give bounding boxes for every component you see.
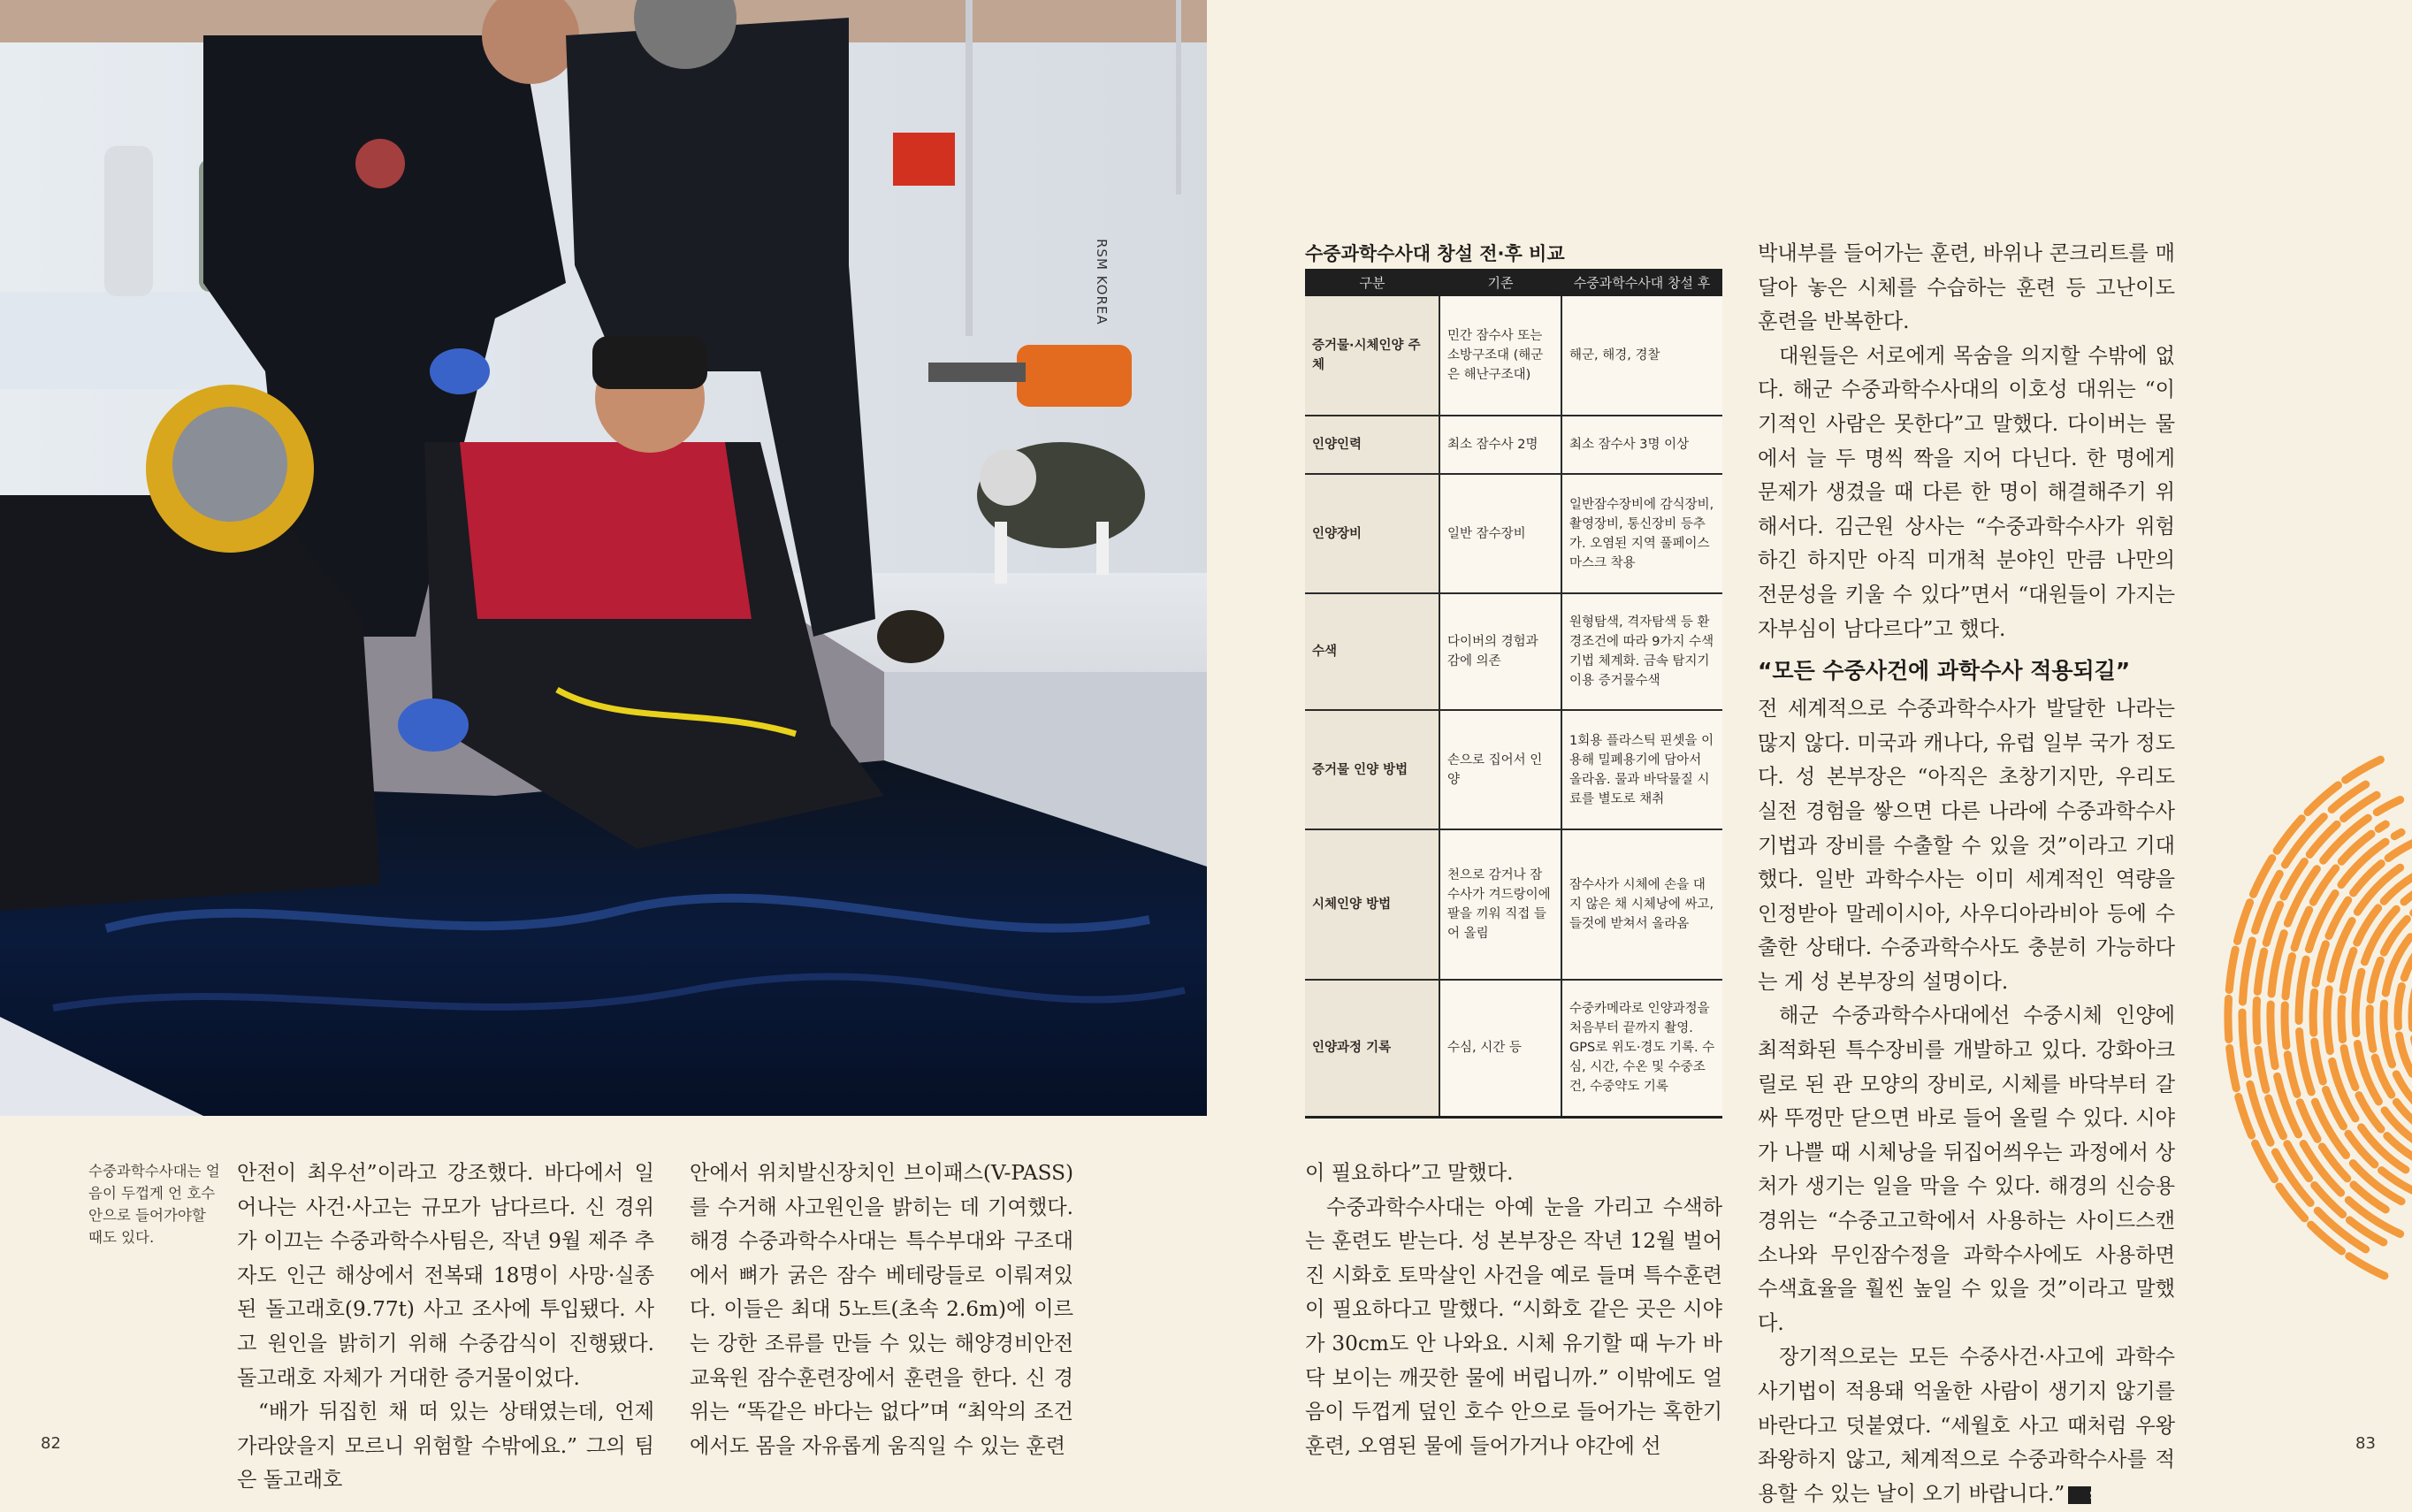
table-cell-before: 일반 잠수장비 — [1439, 474, 1561, 593]
table-cell-before: 수심, 시간 등 — [1439, 980, 1561, 1117]
table-cell-after: 잠수사가 시체에 손을 대지 않은 채 시체낭에 싸고, 들것에 받쳐서 올라옴 — [1561, 829, 1722, 980]
table-cell-category: 인양인력 — [1305, 416, 1439, 474]
body-paragraph: 대원들은 서로에게 목숨을 의지할 수밖에 없다. 해군 수중과학수사대의 이호성 대위는 “이기적인 사람은 못한다”고 말했다. 다이버는 물에서 늘 두 명씩 짝을 지어 다닌다. 한 명에게 문제가 생겼을 때 다른 한 명이 해결해주기 위해서다. 김근원 상사는 “수중과학수사가 위험하긴 하지만 아직 미개척 분야인 만큼 나만의 전문성을 키울 수 있다”면서 “대원들이 가지는 자부심이 남다르다”고 했다. — [1758, 343, 2175, 641]
table-cell-category: 인양장비 — [1305, 474, 1439, 593]
table-row — [1305, 593, 1722, 710]
body-column-3 — [1305, 1157, 1722, 1463]
table-row — [1305, 980, 1722, 1117]
table-cell-before: 천으로 감거나 잠수사가 겨드랑이에 팔을 끼워 직접 들어 올림 — [1439, 829, 1561, 980]
body-paragraph: “배가 뒤집힌 채 떠 있는 상태였는데, 언제 가라앉을지 모르니 위험할 수밖에요.” 그의 팀은 돌고래호 — [237, 1400, 654, 1493]
table-row — [1305, 829, 1722, 980]
section-heading: “모든 수중사건에 과학수사 적용되길” — [1758, 658, 2131, 684]
body-column-1 — [237, 1157, 654, 1498]
table-cell-after: 최소 잠수사 3명 이상 — [1561, 416, 1722, 474]
body-paragraph: 박내부를 들어가는 훈련, 바위나 콘크리트를 매달아 놓은 시체를 수습하는 훈련 등 고난이도 훈련을 반복한다. — [1758, 241, 2175, 334]
body-paragraph: 안에서 위치발신장치인 브이패스(V-PASS)를 수거해 사고원인을 밝히는 데 기여했다. 해경 수중과학수사대는 특수부대와 구조대에서 뼈가 굵은 잠수 베테랑들로 이뤄져있다. 이들은 최대 5노트(초속 2.6m)에 이르는 강한 조류를 만들 수 있는 해양경비안전교육원 잠수훈련장에서 훈련을 한다. 신 경위는 “똑같은 바다는 없다”며 “최악의 조건에서도 몸을 자유롭게 움직일 수 있는 훈련 — [690, 1161, 1073, 1458]
body-paragraph: 안전이 최우선”이라고 강조했다. 바다에서 일어나는 사건·사고는 규모가 남다르다. 신 경위가 이끄는 수중과학수사팀은, 작년 9월 제주 추자도 인근 해상에서 전복돼 18명이 사망·실종된 돌고래호(9.77t) 사고 조사에 투입됐다. 사고 원인을 밝히기 위해 수중감식이 진행됐다. 돌고래호 자체가 거대한 증거물이었다. — [237, 1161, 654, 1390]
page-number-left: 82 — [41, 1434, 61, 1453]
table-row — [1305, 474, 1722, 593]
photo-credit: RSM KOREA — [1094, 239, 1110, 325]
table-cell-category: 증거물·시체인양 주체 — [1305, 296, 1439, 416]
table-row — [1305, 416, 1722, 474]
body-paragraph: 이 필요하다”고 말했다. — [1305, 1161, 1514, 1185]
column-4-part-a — [1758, 237, 2175, 646]
table-header: 구분 — [1305, 269, 1439, 296]
table-cell-before: 최소 잠수사 2명 — [1439, 416, 1561, 474]
body-column-4 — [1758, 237, 2175, 1511]
table-title: 수중과학수사대 창설 전·후 비교 — [1305, 243, 1565, 264]
column-4-part-b — [1758, 692, 2175, 1511]
table-cell-before: 손으로 집어서 인양 — [1439, 710, 1561, 829]
table-row — [1305, 710, 1722, 829]
article-end-mark: SD — [2068, 1486, 2091, 1504]
photo-caption: 수중과학수사대는 얼음이 두껍게 언 호수 안으로 들어가야할 때도 있다. — [88, 1163, 220, 1246]
body-paragraph: 해군 수중과학수사대에선 수중시체 인양에 최적화된 특수장비를 개발하고 있다. 강화아크릴로 된 관 모양의 장비로, 시체를 바닥부터 갈싸 뚜껑만 닫으면 바로 들어 올릴 수 있다. 시야가 나쁠 때 시체낭을 뒤집어씌우는 과정에서 상처가 생기는 일을 막을 수 있다. 해경의 신승용 경위는 “수중고고학에서 사용하는 사이드스캔소나와 무인잠수정을 과학수사에도 사용하면 수색효율을 훨씬 높일 수 있을 것”이라고 말했다. — [1758, 1004, 2175, 1335]
table-cell-category: 시체인양 방법 — [1305, 829, 1439, 980]
table-header: 기존 — [1439, 269, 1561, 296]
body-column-2 — [690, 1157, 1073, 1463]
table-cell-category: 인양과정 기록 — [1305, 980, 1439, 1117]
table-cell-before: 다이버의 경험과 감에 의존 — [1439, 593, 1561, 710]
table-cell-after: 수중카메라로 인양과정을 처음부터 끝까지 촬영. GPS로 위도·경도 기록. 수심, 시간, 수온 및 수중조건, 수중약도 기록 — [1561, 980, 1722, 1117]
body-paragraph: 수중과학수사대는 아예 눈을 가리고 수색하는 훈련도 받는다. 성 본부장은 작년 12월 벌어진 시화호 토막살인 사건을 예로 들며 특수훈련이 필요하다고 말했다. “시화호 같은 곳은 시야가 30cm도 안 나와요. 시체 유기할 때 누가 바닥 보이는 깨끗한 물에 버립니까.” 이밖에도 얼음이 두껍게 덮인 호수 안으로 들어가는 혹한기 훈련, 오염된 물에 들어가거나 야간에 선 — [1305, 1195, 1722, 1458]
page-number-right: 83 — [2355, 1434, 2376, 1453]
table-row — [1305, 296, 1722, 416]
comparison-table — [1305, 269, 1722, 1119]
body-paragraph: 전 세계적으로 수중과학수사가 발달한 나라는 많지 않다. 미국과 캐나다, 유럽 일부 국가 정도다. 성 본부장은 “아직은 초창기지만, 우리도 실전 경험을 쌓으면 다른 나라에 수중과학수사 기법과 장비를 수출할 수 있을 것”이라고 기대했다. 일반 과학수사는 이미 세계적인 역량을 인정받아 말레이시아, 사우디아라비아 등에 수출한 상태다. 수중과학수사도 충분히 가능하다는 게 성 본부장의 설명이다. — [1758, 697, 2175, 994]
table-cell-after: 해군, 해경, 경찰 — [1561, 296, 1722, 416]
fingerprint-decoration — [2210, 725, 2412, 1309]
body-paragraph: 장기적으로는 모든 수중사건·사고에 과학수사기법이 적용돼 억울한 사람이 생기지 않기를 바란다고 덧붙였다. “세월호 사고 때처럼 우왕좌왕하지 않고, 체계적으로 수중과학수사를 적용할 수 있는 날이 오기 바랍니다.” SD — [1758, 1345, 2175, 1506]
photo-divers-ice-hole — [0, 0, 1207, 1116]
photo-illustration — [0, 0, 1207, 1116]
table-cell-after: 1회용 플라스틱 핀셋을 이용해 밀폐용기에 담아서 올라옴. 물과 바닥물질 시료를 별도로 채취 — [1561, 710, 1722, 829]
table-cell-category: 증거물 인양 방법 — [1305, 710, 1439, 829]
table-cell-after: 일반잠수장비에 감식장비, 촬영장비, 통신장비 등추가. 오염된 지역 풀페이스마스크 착용 — [1561, 474, 1722, 593]
table-header: 수중과학수사대 창설 후 — [1561, 269, 1722, 296]
table-header-row — [1305, 269, 1722, 296]
table-cell-category: 수색 — [1305, 593, 1439, 710]
table-cell-after: 원형탐색, 격자탐색 등 환경조건에 따라 9가지 수색기법 체계화. 금속 탐지기 이용 증거물수색 — [1561, 593, 1722, 710]
table-cell-before: 민간 잠수사 또는 소방구조대 (해군은 해난구조대) — [1439, 296, 1561, 416]
